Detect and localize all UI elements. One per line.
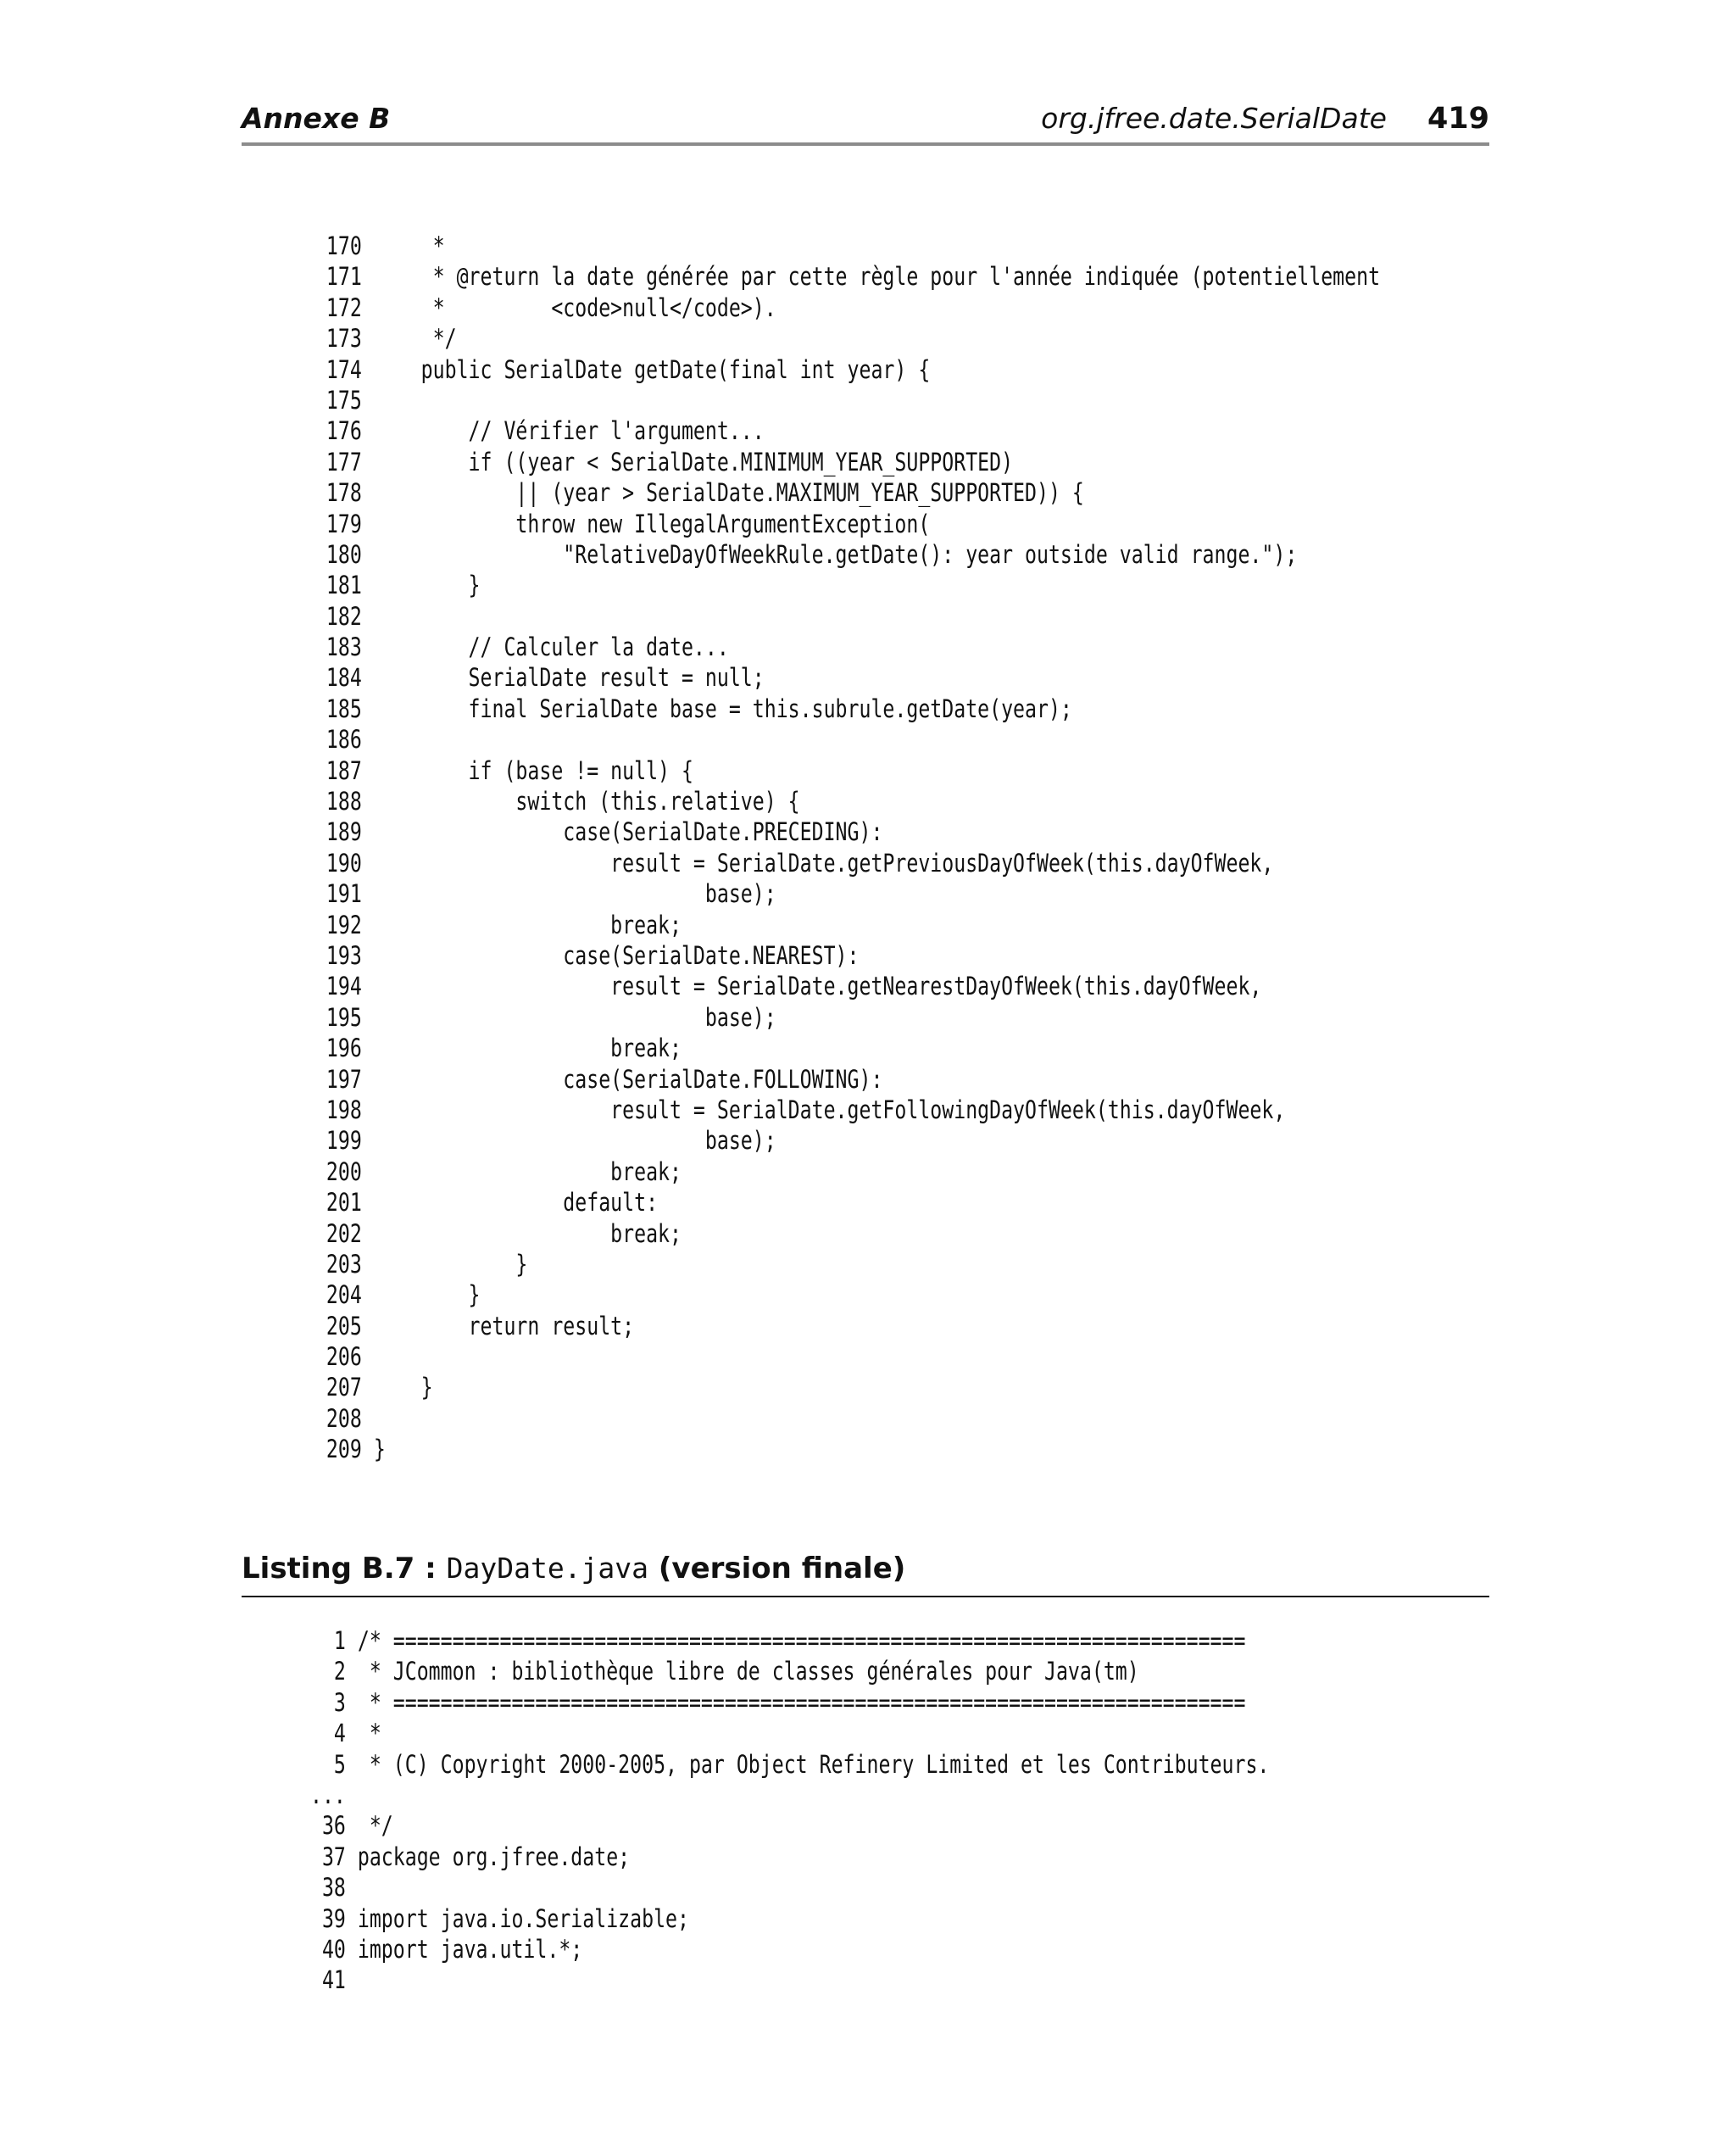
code-text: } — [373, 1280, 481, 1310]
running-header — [242, 100, 1489, 146]
line-number: 38 — [321, 1873, 346, 1903]
line-number: 173 — [326, 324, 362, 354]
code-line — [303, 1311, 1380, 1341]
code-text: public SerialDate getDate(final int year) { — [373, 354, 931, 384]
line-number: 187 — [326, 755, 362, 785]
line-number: 195 — [326, 1002, 362, 1032]
code-line — [303, 570, 1380, 600]
code-line — [303, 1156, 1380, 1187]
line-number: 198 — [326, 1095, 362, 1124]
line-number: 206 — [326, 1342, 362, 1372]
code-line — [310, 1964, 1269, 1995]
code-text: case(SerialDate.FOLLOWING): — [373, 1064, 883, 1094]
code-text: */ — [357, 1811, 393, 1841]
code-text: base); — [373, 1126, 776, 1156]
line-number: 40 — [321, 1934, 346, 1964]
code-text: result = SerialDate.getNearestDayOfWeek(this.dayOfWeek, — [373, 972, 1262, 1001]
code-line — [303, 509, 1380, 539]
line-number: 177 — [326, 447, 362, 476]
code-text: /* ======================================================================== — [357, 1626, 1246, 1655]
code-line — [310, 1810, 1269, 1841]
code-text: * @return la date générée par cette règle pour l'année indiquée (potentiellement — [373, 262, 1381, 292]
code-line — [303, 848, 1380, 878]
line-number: 194 — [326, 972, 362, 1001]
code-listing-daydate — [310, 1625, 1269, 1996]
code-line — [303, 385, 1380, 415]
code-text: break; — [373, 1034, 682, 1063]
line-number: 178 — [326, 478, 362, 508]
code-line — [310, 1903, 1269, 1934]
code-text: break; — [373, 1156, 682, 1186]
line-number: 188 — [326, 787, 362, 816]
line-number: 3 — [333, 1687, 346, 1717]
code-line — [310, 1780, 1269, 1810]
line-number: 189 — [326, 817, 362, 847]
line-number: 181 — [326, 571, 362, 600]
code-text: base); — [373, 1002, 776, 1032]
line-number: 200 — [326, 1156, 362, 1186]
caption-filename: DayDate.java — [446, 1552, 649, 1585]
line-number: 193 — [326, 940, 362, 970]
line-number: 39 — [321, 1903, 346, 1933]
line-number: 170 — [326, 231, 362, 260]
page-number: 419 — [1427, 102, 1489, 136]
code-line — [303, 1064, 1380, 1095]
code-text: import java.io.Serializable; — [357, 1903, 689, 1933]
code-text: package org.jfree.date; — [357, 1842, 631, 1871]
line-number: 5 — [333, 1749, 346, 1779]
line-number: 37 — [321, 1842, 346, 1871]
code-line — [303, 632, 1380, 662]
code-text: base); — [373, 879, 776, 909]
line-number: 197 — [326, 1064, 362, 1094]
code-text: * — [373, 231, 445, 260]
code-line — [303, 724, 1380, 755]
code-text: default: — [373, 1188, 659, 1218]
code-line — [303, 447, 1380, 477]
code-text: result = SerialDate.getFollowingDayOfWeek(this.dayOfWeek, — [373, 1095, 1286, 1124]
code-text: } — [373, 1373, 433, 1402]
code-text: case(SerialDate.NEAREST): — [373, 940, 860, 970]
line-number: 171 — [326, 262, 362, 292]
code-line — [310, 1687, 1269, 1718]
code-listing-serialdate — [303, 231, 1380, 1465]
code-text: } — [373, 1249, 528, 1279]
line-number: 209 — [326, 1435, 362, 1464]
code-text: break; — [373, 910, 682, 939]
line-number: 1 — [333, 1626, 346, 1655]
code-text: * <code>null</code>). — [373, 293, 776, 322]
code-line — [303, 323, 1380, 354]
line-number: 183 — [326, 633, 362, 662]
code-line — [303, 1125, 1380, 1156]
code-line — [303, 1403, 1380, 1434]
line-number: 179 — [326, 509, 362, 538]
code-text: if (base != null) { — [373, 755, 693, 785]
line-number: 182 — [326, 601, 362, 631]
code-line — [310, 1625, 1269, 1656]
code-text: break; — [373, 1218, 682, 1248]
code-text: * — [357, 1719, 381, 1748]
line-number: 190 — [326, 848, 362, 878]
code-line — [303, 1218, 1380, 1249]
code-text: * JCommon : bibliothèque libre de classes générales pour Java(tm) — [357, 1657, 1139, 1686]
line-number: 192 — [326, 910, 362, 939]
code-line — [303, 662, 1380, 693]
code-line — [303, 1372, 1380, 1402]
code-line — [303, 1279, 1380, 1310]
code-text: result = SerialDate.getPreviousDayOfWeek(this.dayOfWeek, — [373, 848, 1274, 878]
code-line — [303, 971, 1380, 1001]
code-text: "RelativeDayOfWeekRule.getDate(): year outside valid range."); — [373, 539, 1298, 569]
code-line — [303, 261, 1380, 292]
code-text: } — [373, 571, 481, 600]
code-line — [303, 755, 1380, 786]
code-line — [303, 940, 1380, 971]
code-line — [303, 1002, 1380, 1033]
code-line — [303, 231, 1380, 261]
code-line — [303, 1095, 1380, 1125]
code-text: // Calculer la date... — [373, 633, 729, 662]
code-line — [303, 786, 1380, 816]
code-line — [303, 539, 1380, 570]
line-number: 36 — [321, 1811, 346, 1841]
line-number: 175 — [326, 385, 362, 415]
chapter-label: Annexe B — [242, 102, 391, 135]
code-line — [310, 1872, 1269, 1903]
code-line — [303, 694, 1380, 724]
code-text: throw new IllegalArgumentException( — [373, 509, 931, 538]
line-number: 208 — [326, 1403, 362, 1433]
code-text: switch (this.relative) { — [373, 787, 800, 816]
code-line — [303, 354, 1380, 385]
code-line — [303, 910, 1380, 940]
code-line — [303, 415, 1380, 446]
code-text: case(SerialDate.PRECEDING): — [373, 817, 883, 847]
code-line — [310, 1718, 1269, 1748]
line-number: ... — [310, 1780, 346, 1809]
code-line — [303, 601, 1380, 632]
line-number: 203 — [326, 1249, 362, 1279]
code-line — [303, 1434, 1380, 1464]
code-line — [303, 1187, 1380, 1218]
section-title: org.jfree.date.SerialDate — [1041, 102, 1387, 135]
code-text: import java.util.*; — [357, 1934, 583, 1964]
code-line — [310, 1656, 1269, 1686]
caption-prefix: Listing B.7 : — [242, 1552, 447, 1585]
code-text: || (year > SerialDate.MAXIMUM_YEAR_SUPPORTED)) { — [373, 478, 1084, 508]
line-number: 184 — [326, 663, 362, 693]
code-text: SerialDate result = null; — [373, 663, 765, 693]
code-line — [310, 1934, 1269, 1964]
line-number: 174 — [326, 354, 362, 384]
code-text: */ — [373, 324, 457, 354]
code-text: final SerialDate base = this.subrule.getDate(year); — [373, 694, 1072, 723]
code-text: if ((year < SerialDate.MINIMUM_YEAR_SUPPORTED) — [373, 447, 1014, 476]
code-line — [310, 1749, 1269, 1780]
header-right — [1041, 100, 1489, 137]
code-line — [303, 1033, 1380, 1063]
line-number: 205 — [326, 1311, 362, 1340]
line-number: 196 — [326, 1034, 362, 1063]
caption-suffix: (version finale) — [648, 1552, 906, 1585]
line-number: 202 — [326, 1218, 362, 1248]
code-text: * (C) Copyright 2000-2005, par Object Refinery Limited et les Contributeurs. — [357, 1749, 1270, 1779]
code-line — [303, 293, 1380, 323]
line-number: 180 — [326, 539, 362, 569]
listing-caption — [242, 1548, 1489, 1597]
line-number: 201 — [326, 1188, 362, 1218]
line-number: 185 — [326, 694, 362, 723]
code-line — [310, 1842, 1269, 1872]
code-text: return result; — [373, 1311, 635, 1340]
code-line — [303, 477, 1380, 508]
line-number: 176 — [326, 416, 362, 446]
code-line — [303, 816, 1380, 847]
code-line — [303, 1341, 1380, 1372]
line-number: 4 — [333, 1719, 346, 1748]
line-number: 2 — [333, 1657, 346, 1686]
line-number: 172 — [326, 293, 362, 322]
line-number: 186 — [326, 725, 362, 755]
code-text: // Vérifier l'argument... — [373, 416, 765, 446]
line-number: 191 — [326, 879, 362, 909]
code-line — [303, 878, 1380, 909]
line-number: 199 — [326, 1126, 362, 1156]
code-text: * ======================================================================== — [357, 1687, 1246, 1717]
line-number: 207 — [326, 1373, 362, 1402]
line-number: 41 — [321, 1965, 346, 1995]
code-text: } — [373, 1435, 386, 1464]
line-number: 204 — [326, 1280, 362, 1310]
code-line — [303, 1249, 1380, 1279]
